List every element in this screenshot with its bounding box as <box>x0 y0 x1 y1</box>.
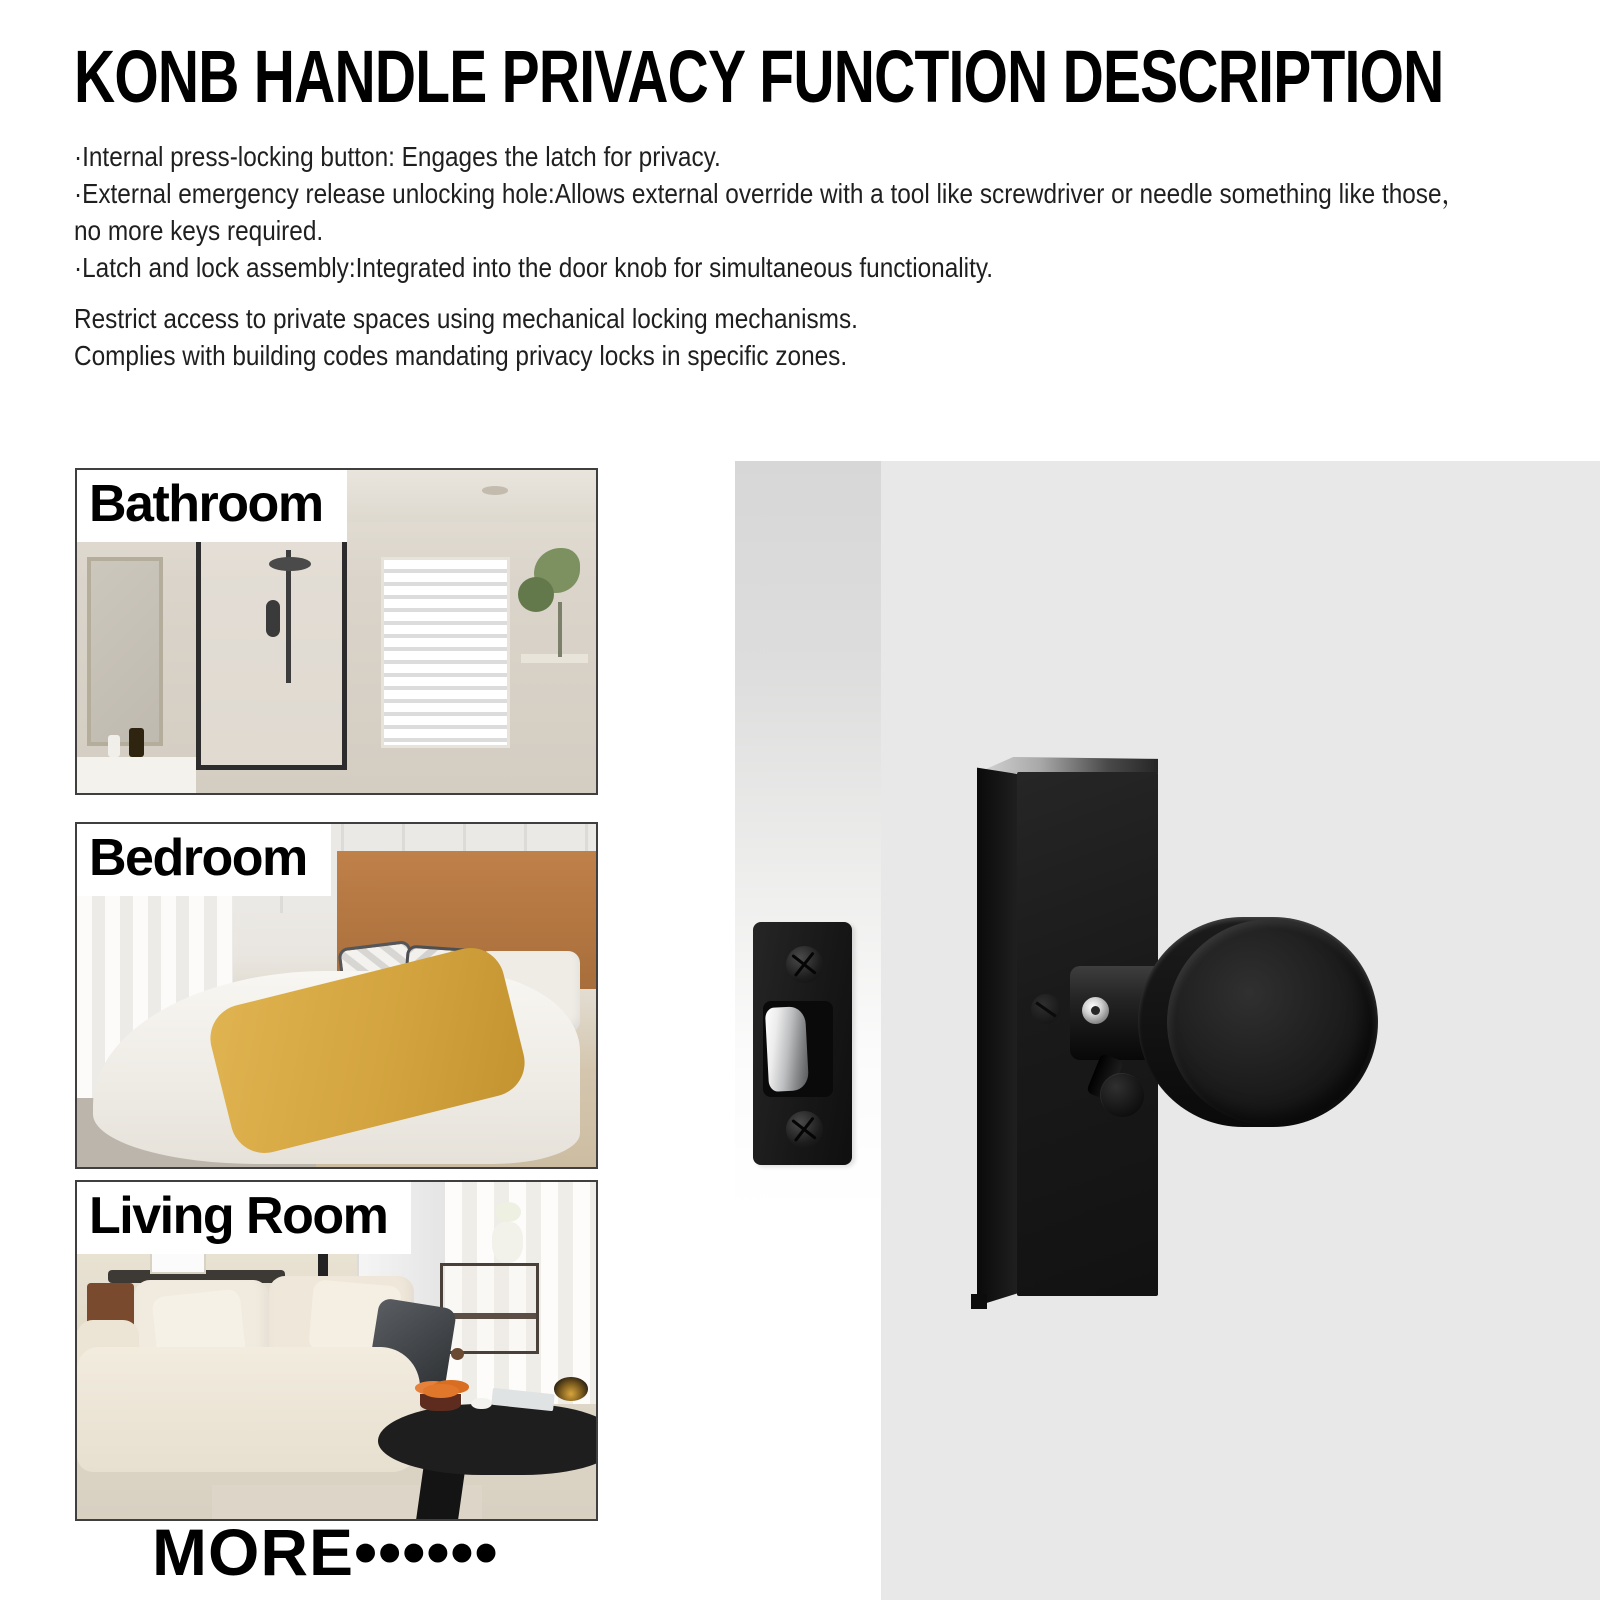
bathroom-ceiling-light <box>482 486 508 494</box>
note-restrict-access: Restrict access to private spaces using mechanical locking mechanisms. <box>74 303 858 334</box>
feature-bullet-internal-button: ·Internal press-locking button: Engages the latch for privacy. <box>74 141 721 172</box>
product-photo <box>735 461 1600 1600</box>
emergency-release-pin <box>1082 997 1109 1024</box>
bar-cart-shelf <box>443 1313 536 1319</box>
latch-screw-top <box>786 946 823 983</box>
page-title: KONB HANDLE PRIVACY FUNCTION DESCRIPTION <box>74 35 1444 118</box>
latch-bolt <box>765 1006 809 1092</box>
bathroom-vanity <box>77 757 196 793</box>
bathroom-bottle-dark <box>129 728 145 757</box>
living-room-label: Living Room <box>77 1182 411 1254</box>
bathroom-photo-card <box>75 468 598 795</box>
bathroom-mirror <box>87 557 162 746</box>
bathroom-label: Bathroom <box>77 470 347 542</box>
bathroom-plant-stem <box>558 602 562 657</box>
rosette-side-face <box>977 760 1019 1306</box>
note-building-codes: Complies with building codes mandating privacy locks in specific zones. <box>74 340 848 371</box>
shower-head <box>269 557 311 571</box>
rosette-bottom-lip <box>971 1294 987 1309</box>
feature-bullet-latch-assembly: ·Latch and lock assembly:Integrated into the door knob for simultaneous functionality. <box>74 252 993 283</box>
latch-screw-bottom <box>786 1111 823 1148</box>
bathroom-plant-leaf <box>518 577 554 613</box>
door-knob-face <box>1167 919 1373 1125</box>
feature-bullets <box>74 138 1466 286</box>
bathroom-window-blinds <box>381 557 511 748</box>
feature-bullet-emergency-release-cont: no more keys required. <box>74 215 324 246</box>
teapot <box>554 1377 588 1401</box>
more-text: MORE•••••• <box>152 1515 499 1589</box>
bar-cart-wheel <box>451 1348 464 1360</box>
rosette-top-face <box>977 757 1158 773</box>
coffee-table <box>378 1404 598 1475</box>
bathroom-bottle <box>108 735 119 758</box>
sofa-seat <box>77 1347 420 1472</box>
living-bar-cart <box>440 1263 539 1354</box>
press-lock-pin <box>1101 1074 1144 1117</box>
bedroom-photo-card <box>75 822 598 1169</box>
bathroom-shelf <box>521 654 588 662</box>
benefit-notes <box>74 300 858 374</box>
shower-handheld <box>266 600 280 637</box>
latch-recess <box>763 1001 833 1097</box>
living-room-photo-card <box>75 1180 598 1521</box>
feature-bullet-emergency-release: ·External emergency release unlocking hole:Allows external override with a tool like screwdriver or needle something like those， <box>74 178 1466 209</box>
bathroom-shower-glass <box>196 531 347 770</box>
oranges <box>423 1384 459 1397</box>
living-vase <box>492 1222 523 1262</box>
latch-plate <box>753 922 852 1165</box>
bedroom-label: Bedroom <box>77 824 331 896</box>
rosette-screw <box>1031 994 1061 1024</box>
